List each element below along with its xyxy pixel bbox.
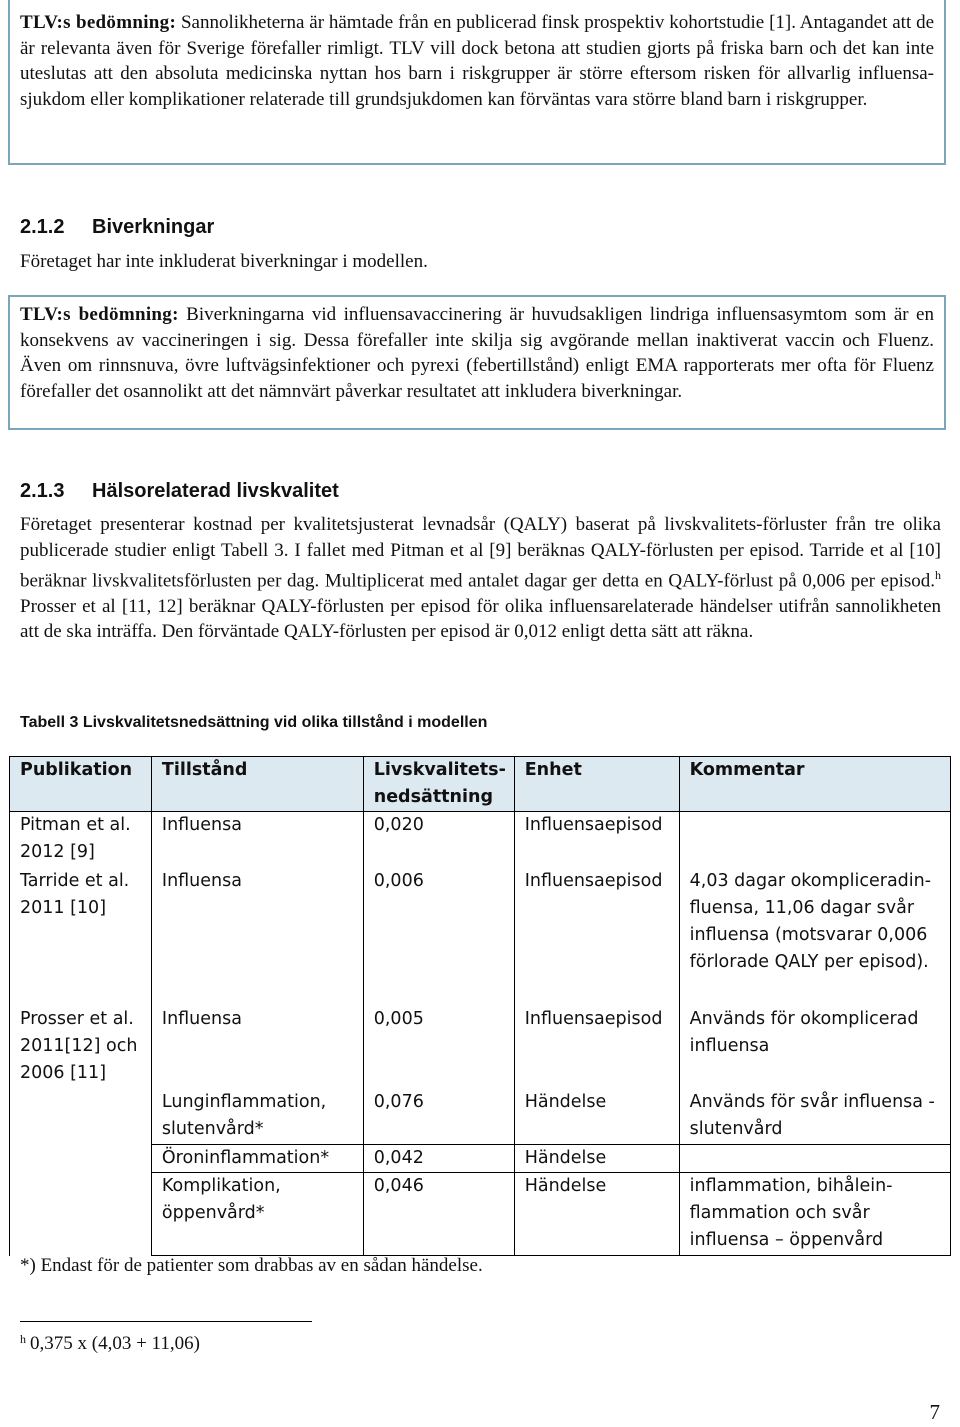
table-cell: Tarride et al. 2011 [10] [10, 868, 152, 1006]
table-cell: 4,03 dagar okompliceradin-fluensa, 11,06 dagar svår influensa (motsvarar 0,006 förlorade QALY per episod). [679, 868, 950, 1006]
table-cell [679, 1145, 950, 1173]
section-paragraph: Företaget har inte inkluderat biverkningar i modellen. [20, 251, 428, 272]
table-note: *) Endast för de patienter som drabbas av en sådan händelse. [20, 1255, 483, 1276]
footnote-divider [20, 1321, 312, 1322]
paragraph-text-a: Företaget presenterar kostnad per kvalitetsjusterat levnadsår (QALY) baserat på livskvalitets-förluster från tre olika publicerade studier enligt Tabell 3. I fallet med Pitman et al [9] beräknas QALY-förlusten per episod. Tarride et al [10] beräknar livskvalitetsförlusten per dag. Multiplicerat med antalet dagar ger detta en QALY-förlust på 0,006 per episod. [20, 514, 941, 592]
section-paragraph [20, 512, 941, 645]
table-cell: inflammation, bihålein-flammation och svår influensa – öppenvård [679, 1173, 950, 1256]
quality-of-life-table [9, 756, 951, 1256]
table-cell: Pitman et al. 2012 [9] [10, 812, 152, 868]
table-cell: Influensa [151, 1006, 363, 1089]
footnote-marker: h [20, 1332, 26, 1346]
section-number: 2.1.2 [20, 216, 65, 238]
section-title: Hälsorelaterad livskvalitet [92, 480, 339, 502]
assessment-lead: TLV:s bedömning: [20, 12, 177, 33]
table-row [10, 868, 951, 1006]
table-cell: Används för okomplicerad influensa [679, 1006, 950, 1089]
table-cell: Influensaepisod [514, 1006, 679, 1089]
table-row [10, 1006, 951, 1089]
column-header: Enhet [514, 757, 679, 812]
table-cell: 0,046 [363, 1173, 514, 1256]
table-cell: Används för svår influensa - slutenvård [679, 1089, 950, 1145]
footnote-reference[interactable]: h [935, 568, 941, 582]
table-cell: 0,042 [363, 1145, 514, 1173]
table-cell: 0,020 [363, 812, 514, 868]
column-header: Tillstånd [151, 757, 363, 812]
assessment-text: Sannolikheterna är hämtade från en publicerad finsk prospektiv kohortstudie [1]. Antagandet att de är relevanta även för Sverige förefaller rimligt. TLV vill dock betona att studien gjorts på friska barn och det kan inte uteslutas att den absoluta medicinska nyttan hos barn i riskgrupper är större eftersom risken för allvarlig influensa-sjukdom eller komplikationer relaterade till grundsjukdomen kan förväntas vara större bland barn i riskgrupper. [20, 12, 935, 110]
table-row [10, 1089, 951, 1145]
section-heading-livskvalitet [20, 480, 339, 503]
paragraph-text-b: Prosser et al [11, 12] beräknar QALY-förlusten per episod för olika influensarelaterade händelser utifrån sannolikheten att de ska inträffa. Den förväntade QALY-förlusten per episod är 0,012 enligt detta sätt att räkna. [20, 595, 941, 643]
section-number: 2.1.3 [20, 480, 65, 502]
page-number: 7 [929, 1400, 940, 1424]
table-cell: Öroninflammation* [151, 1145, 363, 1173]
table-cell: 0,076 [363, 1089, 514, 1145]
table-row [10, 1173, 951, 1256]
assessment-text: Biverkningarna vid influensavaccinering är huvudsakligen lindriga influensasymtom som är en konsekvens av vaccineringen i sig. Dessa förefaller inte skilja sig avgörande mellan inaktiverat vaccin och Fluenz. Även om rinnsnuva, övre luftvägsinfektioner och pyrexi (febertillstånd) enligt EMA rapporterats mer ofta för Fluenz förefaller det osannolikt att det nämnvärt påverkar resultatet att inkludera biverkningar. [20, 304, 934, 402]
table-cell [679, 812, 950, 868]
table-cell: Händelse [514, 1173, 679, 1256]
table-row [10, 812, 951, 868]
table-cell: Influensa [151, 868, 363, 1006]
column-header: Publikation [10, 757, 152, 812]
footnote-text: 0,375 x (4,03 + 11,06) [30, 1333, 200, 1354]
assessment-lead: TLV:s bedömning: [20, 304, 179, 325]
assessment-box-1 [8, 0, 946, 165]
table-cell: Lunginflammation, slutenvård* [151, 1089, 363, 1145]
table-cell: Influensaepisod [514, 868, 679, 1006]
table-cell: Händelse [514, 1145, 679, 1173]
footnote [20, 1332, 200, 1355]
column-header: Kommentar [679, 757, 950, 812]
table-caption: Tabell 3 Livskvalitetsnedsättning vid olika tillstånd i modellen [20, 714, 488, 731]
table-row [10, 1145, 951, 1173]
table-cell: 0,006 [363, 868, 514, 1006]
section-title: Biverkningar [92, 216, 215, 238]
table-cell: Influensa [151, 812, 363, 868]
table-cell: Prosser et al. 2011[12] och 2006 [11] [10, 1006, 152, 1256]
section-heading-biverkningar [20, 216, 214, 239]
table-cell: Händelse [514, 1089, 679, 1145]
table-header-row [10, 757, 951, 812]
assessment-box-2 [8, 295, 946, 430]
table-cell: Komplikation, öppenvård* [151, 1173, 363, 1256]
column-header: Livskvalitets-nedsättning [363, 757, 514, 812]
table-cell: Influensaepisod [514, 812, 679, 868]
table-cell: 0,005 [363, 1006, 514, 1089]
